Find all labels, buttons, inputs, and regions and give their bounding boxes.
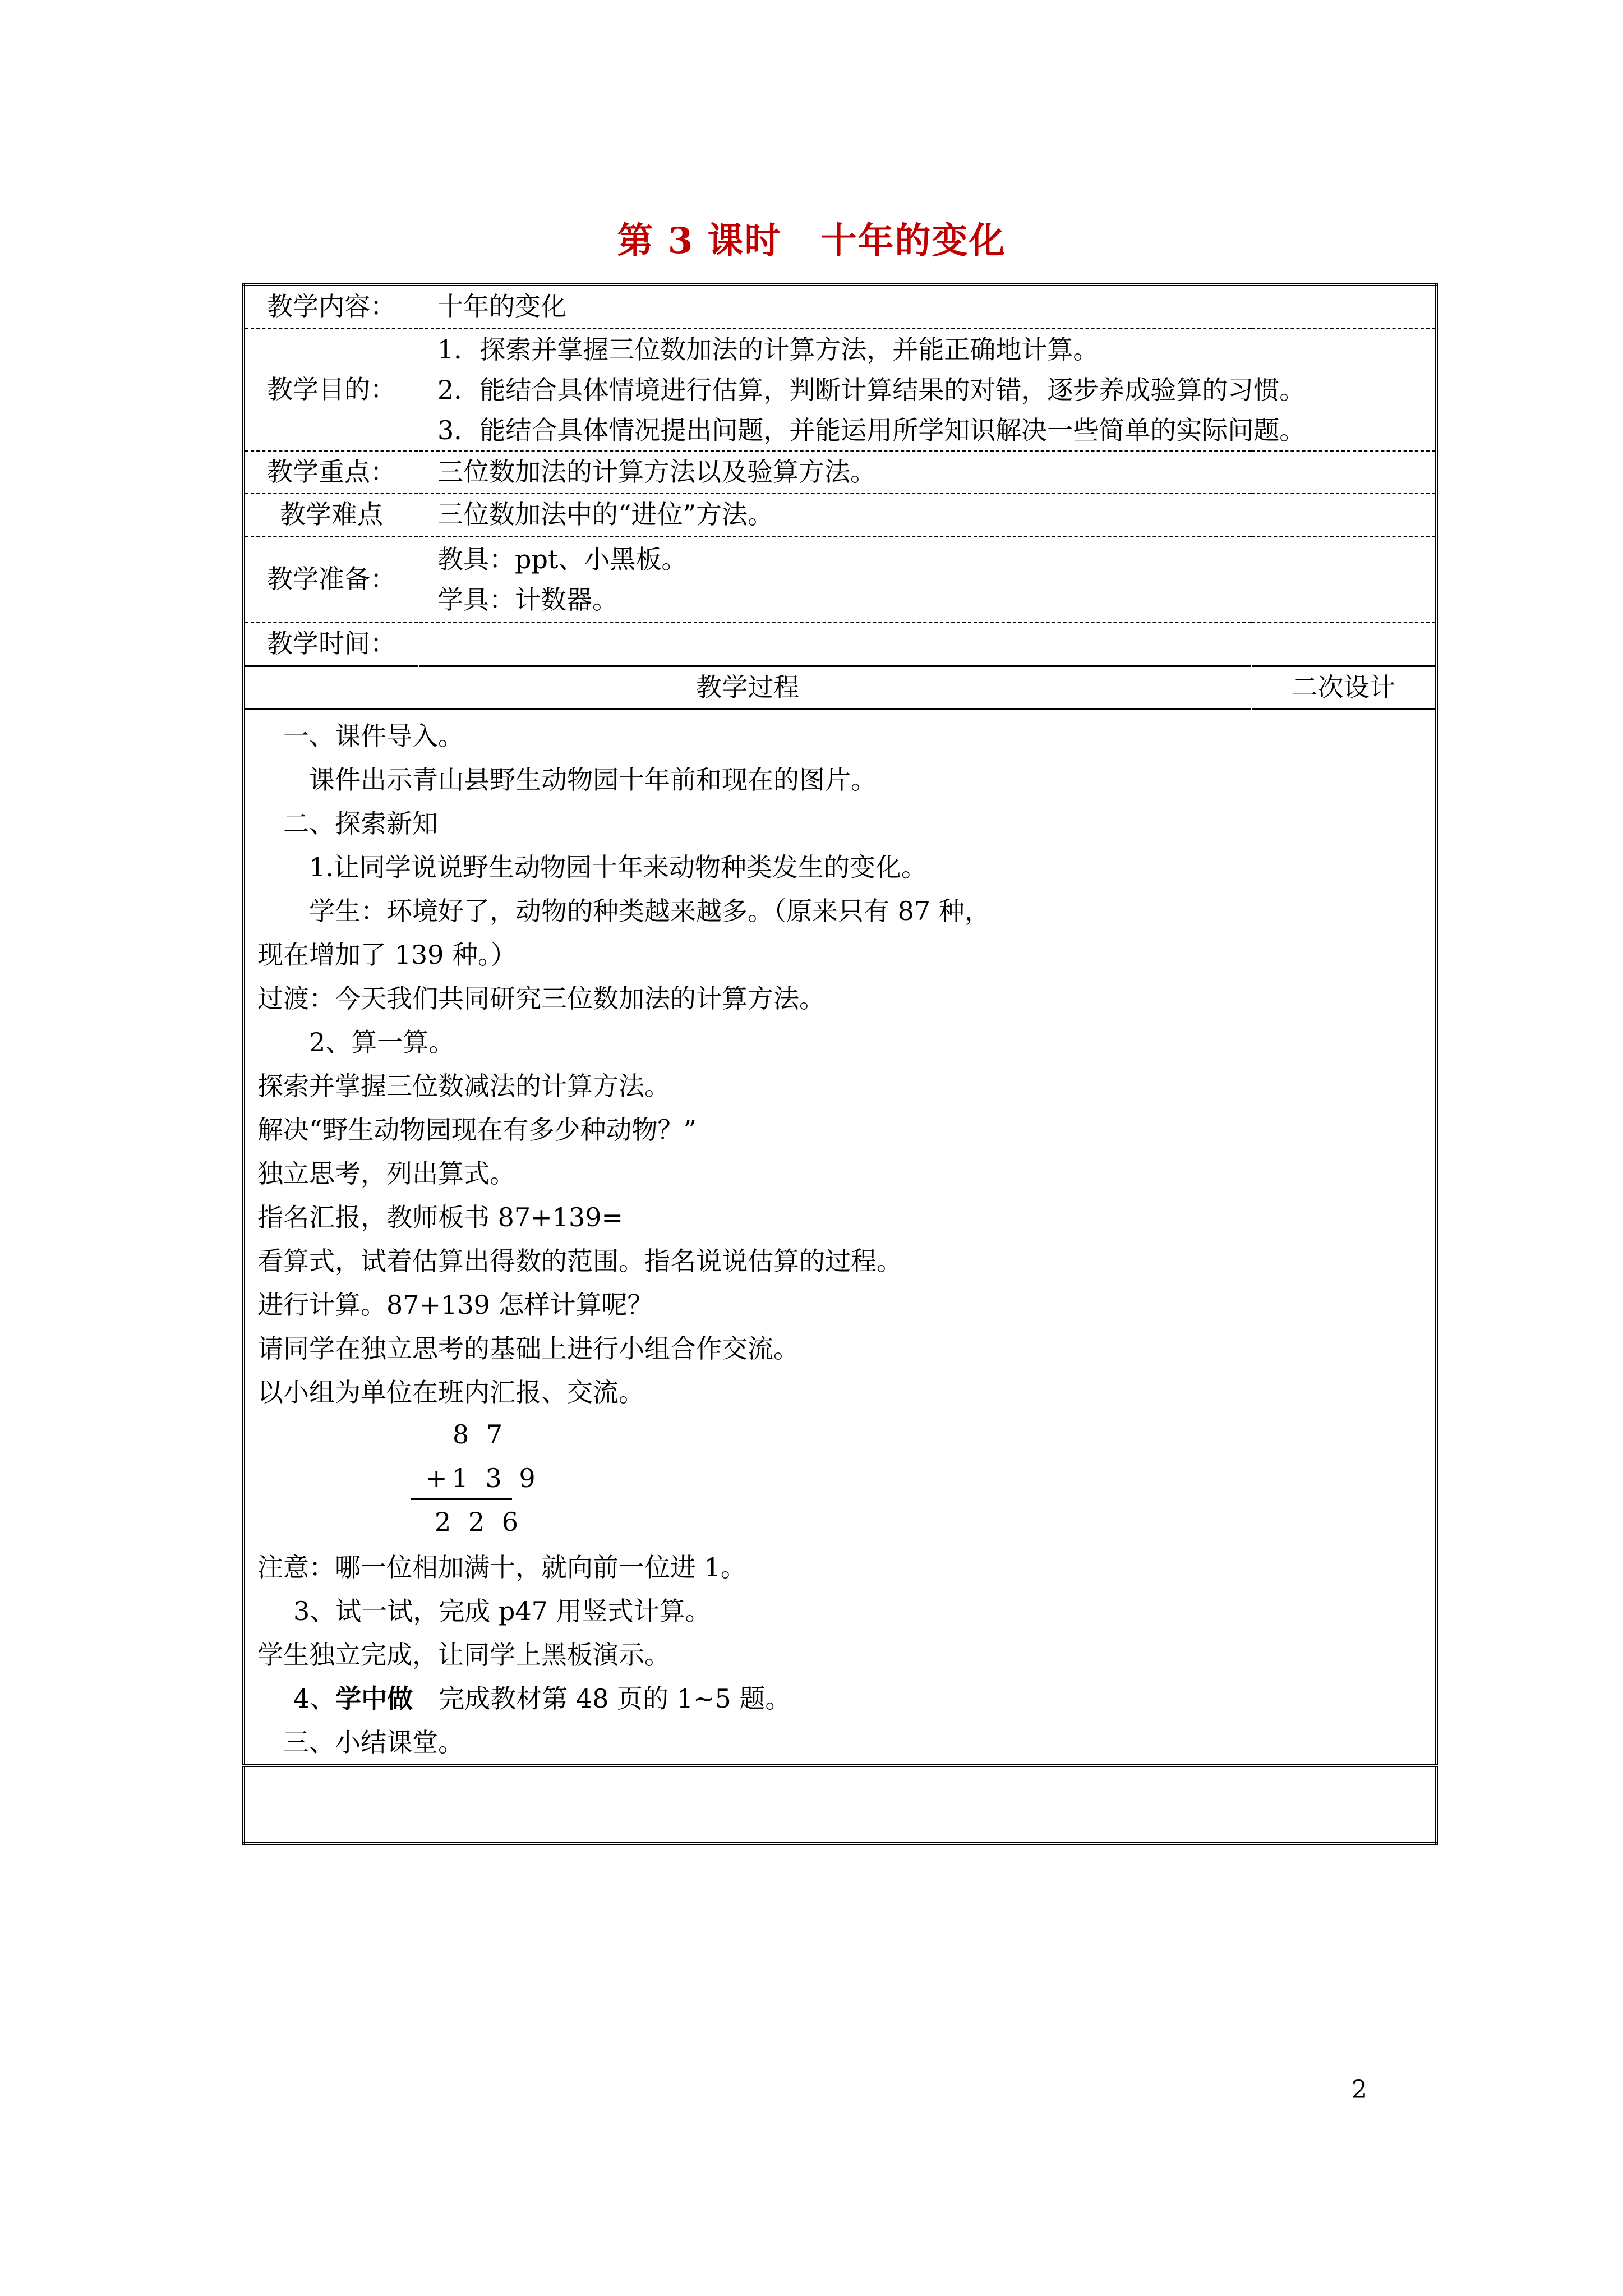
footer-row	[244, 1765, 1437, 1843]
row-difficulty	[244, 494, 1437, 536]
label-content: 教学内容：	[244, 285, 419, 329]
label-goals: 教学目的：	[244, 329, 419, 451]
process-line: 解决“野生动物园现在有多少种动物？”	[257, 1114, 697, 1145]
process-line: 进行计算。87+139 怎样计算呢？	[257, 1289, 653, 1320]
process-line: 独立思考，列出算式。	[257, 1158, 515, 1189]
row-goals	[244, 329, 1437, 451]
prep-line: 学具：计数器。	[437, 584, 618, 615]
process-line: 学生：环境好了，动物的种类越来越多。（原来只有 87 种，	[309, 895, 990, 926]
process-line: 1.让同学说说野生动物园十年来动物种类发生的变化。	[309, 852, 927, 882]
process-line: 课件出示青山县野生动物园十年前和现在的图片。	[309, 764, 877, 795]
process-line: 过渡：今天我们共同研究三位数加法的计算方法。	[257, 983, 825, 1014]
process-line: 注意：哪一位相加满十，就向前一位进 1。	[257, 1552, 746, 1582]
calc-addend-1: 8 7	[453, 1419, 508, 1450]
label-focus: 教学重点：	[244, 451, 419, 494]
value-goals	[419, 329, 1437, 451]
process-line: 学生独立完成，让同学上黑板演示。	[257, 1639, 670, 1670]
row-focus	[244, 451, 1437, 494]
value-time	[419, 623, 1437, 666]
process-line-item4	[257, 1677, 1238, 1720]
process-line: 以小组为单位在班内汇报、交流。	[257, 1377, 644, 1407]
title-lesson-number: 第 3 课时	[617, 220, 782, 262]
calc-sum-line	[411, 1498, 512, 1500]
goal-item: 3．能结合具体情况提出问题，并能运用所学知识解决一些简单的实际问题。	[437, 415, 1306, 445]
prep-line: 教具：ppt、小黑板。	[437, 544, 688, 574]
process-body-row	[244, 709, 1437, 1766]
label-prep: 教学准备：	[244, 536, 419, 623]
item4-rest: 完成教材第 48 页的 1~5 题。	[439, 1683, 791, 1714]
process-line: 三、小结课堂。	[283, 1727, 464, 1757]
vertical-calculation	[257, 1414, 1238, 1545]
second-design-content	[1251, 709, 1437, 1766]
value-prep	[419, 536, 1437, 623]
value-focus: 三位数加法的计算方法以及验算方法。	[419, 451, 1437, 494]
process-content	[244, 709, 1252, 1766]
row-prep	[244, 536, 1437, 623]
page-number: 2	[1352, 2076, 1367, 2104]
lesson-plan-table	[242, 283, 1438, 1845]
label-time: 教学时间：	[244, 623, 419, 666]
header-second-design: 二次设计	[1251, 666, 1437, 709]
header-process: 教学过程	[244, 666, 1252, 709]
value-content: 十年的变化	[419, 285, 1437, 329]
row-content	[244, 285, 1437, 329]
goal-item: 1．探索并掌握三位数加法的计算方法，并能正确地计算。	[437, 334, 1099, 365]
process-line: 看算式，试着估算出得数的范围。指名说说估算的过程。	[257, 1245, 902, 1276]
value-difficulty: 三位数加法中的“进位”方法。	[419, 494, 1437, 536]
goal-item: 2．能结合具体情境进行估算，判断计算结果的对错，逐步养成验算的习惯。	[437, 374, 1306, 405]
process-line: 探索并掌握三位数减法的计算方法。	[257, 1070, 670, 1101]
process-line: 请同学在独立思考的基础上进行小组合作交流。	[257, 1333, 799, 1364]
page-title	[0, 212, 1623, 264]
item4-prefix: 4、	[293, 1683, 336, 1714]
process-line: 3、试一试，完成 p47 用竖式计算。	[293, 1595, 711, 1626]
footer-left-cell	[244, 1765, 1252, 1843]
title-lesson-name: 十年的变化	[820, 220, 1006, 262]
label-difficulty: 教学难点	[244, 494, 419, 536]
process-line: 指名汇报，教师板书 87+139=	[257, 1202, 624, 1232]
row-time	[244, 623, 1437, 666]
calc-sum: 2 2 6	[435, 1506, 523, 1537]
process-line: 二、探索新知	[283, 808, 438, 839]
process-header-row	[244, 666, 1437, 709]
process-line: 一、课件导入。	[283, 720, 464, 751]
process-line: 2、算一算。	[309, 1027, 455, 1057]
footer-right-cell	[1251, 1765, 1437, 1843]
calc-addend-2: +1 3 9	[426, 1462, 540, 1493]
process-line: 现在增加了 139 种。）	[257, 939, 517, 970]
item4-bold: 学中做	[335, 1683, 413, 1714]
